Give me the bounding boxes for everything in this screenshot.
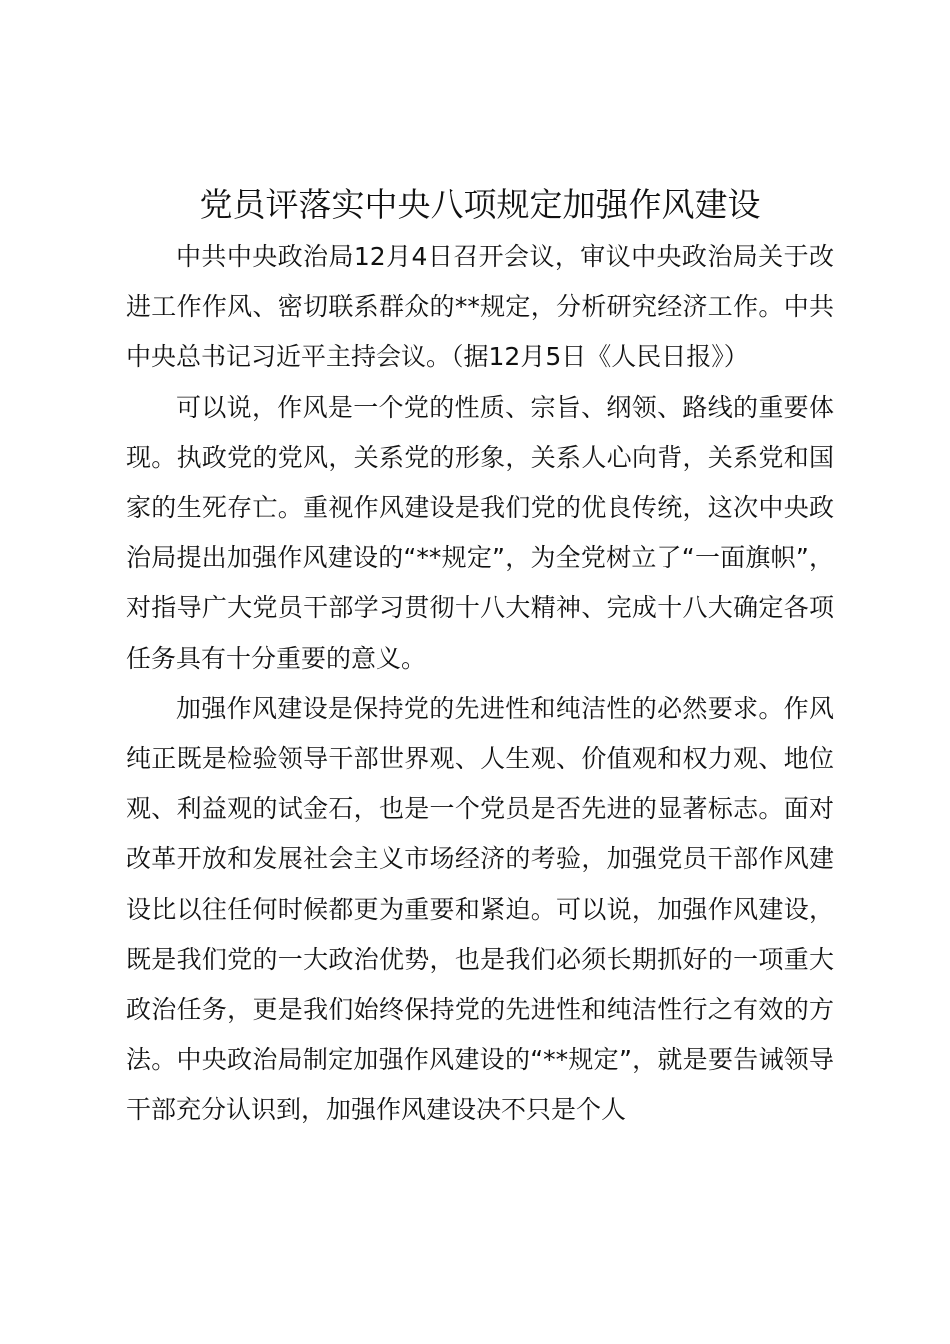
paragraph-1: 中共中央政治局12月4日召开会议，审议中央政治局关于改进工作作风、密切联系群众的**规定，分析研究经济工作。中共中央总书记习近平主持会议。（据12月5日《人民日报》）: [126, 242, 834, 372]
paragraph-2: 可以说，作风是一个党的性质、宗旨、纲领、路线的重要体现。执政党的党风，关系党的形象，关系人心向背，关系党和国家的生死存亡。重视作风建设是我们党的优良传统，这次中央政治局提出加强作风建设的“**规定”，为全党树立了“一面旗帜”，对指导广大党员干部学习贯彻十八大精神、完成十八大确定各项任务具有十分重要的意义。: [126, 392, 834, 673]
document-title: 党员评落实中央八项规定加强作风建设: [199, 185, 761, 224]
document-body: [126, 180, 834, 1136]
paragraph-3: 加强作风建设是保持党的先进性和纯洁性的必然要求。作风纯正既是检验领导干部世界观、人生观、价值观和权力观、地位观、利益观的试金石，也是一个党员是否先进的显著标志。面对改革开放和发展社会主义市场经济的考验，加强党员干部作风建设比以往任何时候都更为重要和紧迫。可以说，加强作风建设，既是我们党的一大政治优势，也是我们必须长期抓好的一项重大政治任务，更是我们始终保持党的先进性和纯洁性行之有效的方法。中央政治局制定加强作风建设的“**规定”，就是要告诫领导干部充分认识到，加强作风建设决不只是个人: [126, 693, 834, 1125]
